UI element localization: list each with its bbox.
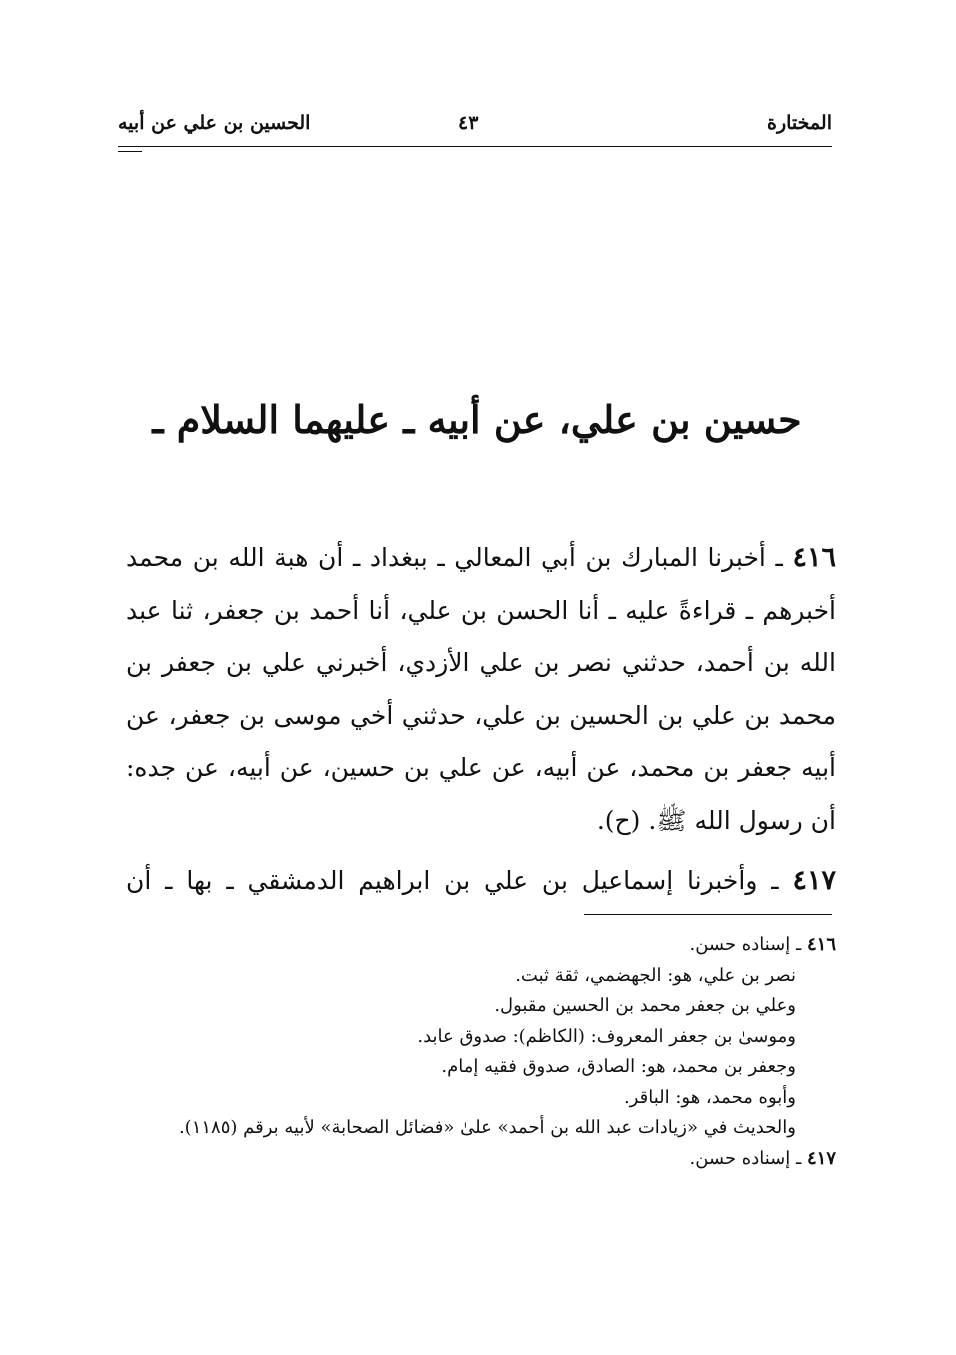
hadith-416 bbox=[126, 532, 836, 847]
footnote-line: وجعفر بن محمد، هو: الصادق، صدوق فقيه إمام. bbox=[441, 1056, 796, 1077]
footnote-line: ٤١٧ ـ إسناده حسن. bbox=[689, 1147, 836, 1169]
footnote-line: وموسىٰ بن جعفر المعروف: (الكاظم): صدوق عابد. bbox=[417, 1025, 796, 1047]
hadith-number: ٤١٦ bbox=[792, 542, 836, 573]
footnote-line: ٤١٦ ـ إسناده حسن. bbox=[689, 934, 836, 955]
header-rule-underline bbox=[118, 151, 142, 152]
hadith-417 bbox=[126, 855, 836, 908]
footnote-line: وعلي بن جعفر محمد بن الحسين مقبول. bbox=[494, 995, 796, 1016]
book-title: المختارة bbox=[767, 112, 832, 134]
chapter-title: حسين بن علي، عن أبيه ـ عليهما السلام ـ bbox=[152, 397, 802, 442]
header-rule bbox=[118, 146, 832, 147]
footnote-line: وأبوه محمد، هو: الباقر. bbox=[623, 1086, 796, 1108]
footnote-line: والحديث في «زيادات عبد الله بن أحمد» علىٰ «فضائل الصحابة» لأبيه برقم (١١٨٥). bbox=[178, 1117, 796, 1138]
page-number: ٤٣ bbox=[458, 112, 479, 134]
footnote-line: نصر بن علي، هو: الجهضمي، ثقة ثبت. bbox=[515, 964, 796, 986]
section-title: الحسين بن علي عن أبيه bbox=[118, 112, 311, 134]
hadith-number: ٤١٧ bbox=[792, 865, 836, 896]
main-text bbox=[126, 532, 836, 916]
footnote-number: ٤١٦ bbox=[806, 934, 836, 955]
running-header bbox=[118, 112, 832, 142]
footnote-separator bbox=[584, 914, 832, 915]
hadith-text: ـ أخبرنا المبارك بن أبي المعالي ـ ببغداد ـ أن هبة الله بن محمد أخبرهم ـ قراءةً عليه ـ أنا الحسن بن علي، أنا أحمد بن جعفر، ثنا عبد الله بن أحمد، حدثني نصر بن علي الأزدي، أخبرني علي بن جعفر بن محمد بن علي بن الحسين بن علي، حدثني أخي موسى بن جعفر، عن أبيه جعفر بن محمد، عن أبيه، عن علي بن حسين، عن أبيه، عن جده: أن رسول الله ﷺ. (ح). bbox=[126, 543, 836, 835]
footnote-number: ٤١٧ bbox=[806, 1147, 836, 1169]
footnotes bbox=[126, 930, 836, 1174]
hadith-text: ـ وأخبرنا إسماعيل بن علي بن ابراهيم الدمشقي ـ بها ـ أن bbox=[126, 866, 779, 895]
